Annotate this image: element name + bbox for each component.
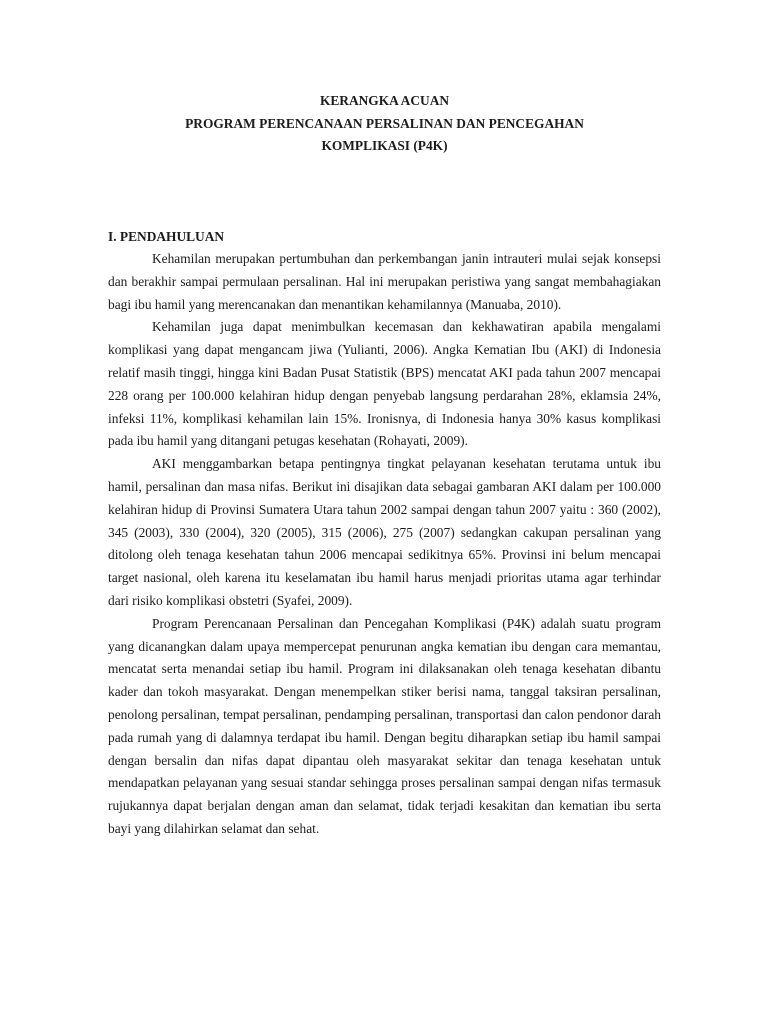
section-heading: I. PENDAHULUAN [108, 228, 225, 244]
document-title [108, 90, 661, 158]
paragraph: Kehamilan merupakan pertumbuhan dan perkembangan janin intrauteri mulai sejak konsepsi dan berakhir sampai permulaan persalinan. Hal ini merupakan peristiwa yang sangat membahagiakan bagi ibu hamil yang merencanakan dan menantikan kehamilannya (Manuaba, 2010). [108, 251, 661, 312]
paragraph: AKI menggambarkan betapa pentingnya tingkat pelayanan kesehatan terutama untuk ibu hamil, persalinan dan masa nifas. Berikut ini disajikan data sebagai gambaran AKI dalam per 100.000 kelahiran hidup di Provinsi Sumatera Utara tahun 2002 sampai dengan tahun 2007 yaitu : 360 (2002), 345 (2003), 330 (2004), 320 (2005), 315 (2006), 275 (2007) sedangkan cakupan persalinan yang ditolong oleh tenaga kesehatan tahun 2006 mencapai sedikitnya 65%. Provinsi ini belum mencapai target nasional, oleh karena itu keselamatan ibu hamil harus menjadi prioritas utama agar terhindar dari risiko komplikasi obstetri (Syafei, 2009). [108, 456, 661, 608]
title-line-1: KERANGKA ACUAN [319, 93, 450, 108]
title-line-3: KOMPLIKASI (P4K) [321, 138, 448, 153]
document-body [108, 90, 661, 841]
paragraph: Program Perencanaan Persalinan dan Pencegahan Komplikasi (P4K) adalah suatu program yang dicanangkan dalam upaya mempercepat penurunan angka kematian ibu dengan cara memantau, mencatat serta menandai setiap ibu hamil. Program ini dilaksanakan oleh tenaga kesehatan dibantu kader dan tokoh masyarakat. Dengan menempelkan stiker berisi nama, tanggal taksiran persalinan, penolong persalinan, tempat persalinan, pendamping persalinan, transportasi dan calon pendonor darah pada rumah yang di dalamnya terdapat ibu hamil. Dengan begitu diharapkan setiap ibu hamil sampai dengan bersalin dan nifas dapat dipantau oleh masyarakat sekitar dan tenaga kesehatan untuk mendapatkan pelayanan yang sesuai standar sehingga proses persalinan sampai dengan nifas termasuk rujukannya dapat berjalan dengan aman dan selamat, tidak terjadi kesakitan dan kematian ibu serta bayi yang dilahirkan selamat dan sehat. [108, 615, 661, 836]
paragraph: Kehamilan juga dapat menimbulkan kecemasan dan kekhawatiran apabila mengalami komplikasi yang dapat mengancam jiwa (Yulianti, 2006). Angka Kematian Ibu (AKI) di Indonesia relatif masih tinggi, hingga kini Badan Pusat Statistik (BPS) mencatat AKI pada tahun 2007 mencapai 228 orang per 100.000 kelahiran hidup dengan penyebab langsung perdarahan 28%, eklamsia 24%, infeksi 11%, komplikasi kehamilan lain 15%. Ironisnya, di Indonesia hanya 30% kasus komplikasi pada ibu hamil yang ditangani petugas kesehatan (Rohayati, 2009). [108, 319, 661, 449]
title-line-2: PROGRAM PERENCANAAN PERSALINAN DAN PENCEGAHAN [185, 115, 584, 131]
